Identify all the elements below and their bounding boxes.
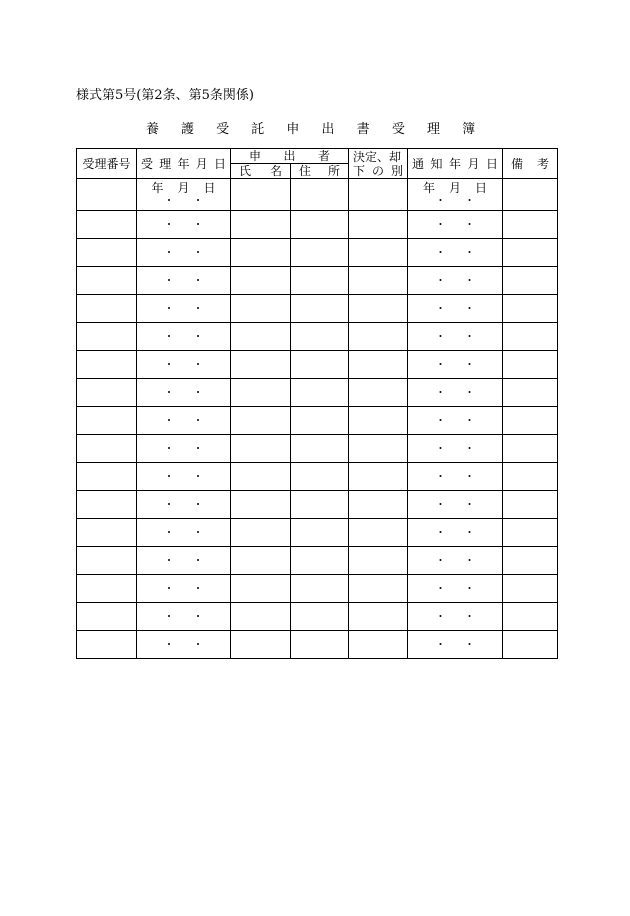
receipt-no-cell[interactable] xyxy=(77,351,137,379)
date-dot: ・ xyxy=(192,385,204,399)
header-char: 名 xyxy=(269,164,282,178)
date-cell[interactable] xyxy=(408,239,503,267)
date-cell[interactable] xyxy=(408,295,503,323)
remarks-cell[interactable] xyxy=(503,519,558,547)
date-separators xyxy=(137,331,230,343)
applicant-address-cell[interactable] xyxy=(291,239,349,267)
receipt-no-cell[interactable] xyxy=(77,267,137,295)
remarks-cell[interactable] xyxy=(503,407,558,435)
date-unit-label: 年 xyxy=(422,181,435,195)
decision-cell[interactable] xyxy=(349,603,408,631)
date-dot: ・ xyxy=(163,357,175,371)
header-receipt-no: 受理番号 xyxy=(77,149,137,179)
date-dot: ・ xyxy=(464,245,476,259)
date-separators xyxy=(408,415,502,427)
header-remarks xyxy=(503,149,558,179)
date-separators xyxy=(408,471,502,483)
date-dot: ・ xyxy=(163,441,175,455)
date-cell[interactable] xyxy=(137,519,231,547)
date-separators xyxy=(137,499,230,511)
table-row xyxy=(77,179,558,211)
date-separators xyxy=(408,247,502,259)
header-char: 考 xyxy=(537,156,550,171)
table-row xyxy=(77,435,558,463)
applicant-name-cell[interactable] xyxy=(231,323,291,351)
date-dot: ・ xyxy=(435,245,447,259)
date-unit-label: 月 xyxy=(449,181,462,195)
applicant-name-cell[interactable] xyxy=(231,435,291,463)
header-char: 申 xyxy=(249,149,262,163)
header-char: 決定、却 xyxy=(353,149,402,164)
table-row xyxy=(77,351,558,379)
date-dot: ・ xyxy=(192,637,204,651)
applicant-address-cell[interactable] xyxy=(291,463,349,491)
date-dot: ・ xyxy=(163,553,175,567)
date-dot: ・ xyxy=(464,469,476,483)
header-receipt-date xyxy=(137,149,231,179)
applicant-name-cell[interactable] xyxy=(231,519,291,547)
date-unit-label: 日 xyxy=(475,181,488,195)
date-dot: ・ xyxy=(464,357,476,371)
header-char: 知 xyxy=(430,156,443,171)
date-cell[interactable] xyxy=(137,211,231,239)
remarks-cell[interactable] xyxy=(503,267,558,295)
date-separators xyxy=(408,583,502,595)
header-char: 日 xyxy=(485,156,498,171)
date-dot: ・ xyxy=(192,301,204,315)
applicant-name-cell[interactable] xyxy=(231,547,291,575)
table-row xyxy=(77,211,558,239)
header-char: 通 xyxy=(412,156,425,171)
receipt-no-cell[interactable] xyxy=(77,295,137,323)
decision-cell[interactable] xyxy=(349,379,408,407)
date-dot: ・ xyxy=(192,194,204,207)
date-separators xyxy=(408,303,502,315)
remarks-cell[interactable] xyxy=(503,463,558,491)
form-label: 様式第5号(第2条、第5条関係) xyxy=(76,88,254,103)
date-unit-label: 年 xyxy=(151,181,164,195)
applicant-address-cell[interactable] xyxy=(291,575,349,603)
date-dot: ・ xyxy=(464,217,476,231)
date-cell[interactable] xyxy=(408,407,503,435)
decision-cell[interactable] xyxy=(349,267,408,295)
date-cell[interactable] xyxy=(408,179,503,211)
remarks-cell[interactable] xyxy=(503,323,558,351)
date-dot: ・ xyxy=(163,497,175,511)
date-dot: ・ xyxy=(435,469,447,483)
header-char: 所 xyxy=(328,164,341,178)
date-dot: ・ xyxy=(435,525,447,539)
table-row xyxy=(77,463,558,491)
receipt-no-cell[interactable] xyxy=(77,323,137,351)
decision-cell[interactable] xyxy=(349,295,408,323)
date-separators xyxy=(408,443,502,455)
receipt-no-cell[interactable] xyxy=(77,179,137,211)
decision-cell[interactable] xyxy=(349,435,408,463)
remarks-cell[interactable] xyxy=(503,631,558,659)
receipt-no-cell[interactable] xyxy=(77,603,137,631)
applicant-name-cell[interactable] xyxy=(231,267,291,295)
date-dot: ・ xyxy=(163,525,175,539)
receipt-no-cell[interactable] xyxy=(77,491,137,519)
date-cell[interactable] xyxy=(408,519,503,547)
date-cell[interactable] xyxy=(137,407,231,435)
table-row xyxy=(77,519,558,547)
remarks-cell[interactable] xyxy=(503,491,558,519)
header-decision xyxy=(349,149,408,179)
date-dot: ・ xyxy=(435,301,447,315)
applicant-name-cell[interactable] xyxy=(231,379,291,407)
remarks-cell[interactable] xyxy=(503,295,558,323)
date-separators xyxy=(408,219,502,231)
date-dot: ・ xyxy=(192,217,204,231)
header-char: 別 xyxy=(390,163,403,178)
date-separators xyxy=(137,611,230,623)
header-char: 住 xyxy=(299,164,312,178)
date-dot: ・ xyxy=(192,553,204,567)
receipt-no-cell[interactable] xyxy=(77,239,137,267)
header-char: 月 xyxy=(467,156,480,171)
date-cell[interactable] xyxy=(408,323,503,351)
decision-cell[interactable] xyxy=(349,575,408,603)
date-dot: ・ xyxy=(464,273,476,287)
date-cell[interactable] xyxy=(408,351,503,379)
applicant-address-cell[interactable] xyxy=(291,631,349,659)
receipt-no-cell[interactable] xyxy=(77,435,137,463)
date-dot: ・ xyxy=(464,301,476,315)
date-dot: ・ xyxy=(464,441,476,455)
date-cell[interactable] xyxy=(137,379,231,407)
decision-cell[interactable] xyxy=(349,323,408,351)
date-dot: ・ xyxy=(435,357,447,371)
date-cell[interactable] xyxy=(137,351,231,379)
date-separators xyxy=(137,415,230,427)
applicant-address-cell[interactable] xyxy=(291,211,349,239)
header-char: 下 xyxy=(353,163,366,178)
applicant-name-cell[interactable] xyxy=(231,295,291,323)
date-separators xyxy=(137,195,230,207)
decision-cell[interactable] xyxy=(349,211,408,239)
applicant-address-cell[interactable] xyxy=(291,435,349,463)
date-separators xyxy=(408,387,502,399)
applicant-name-cell[interactable] xyxy=(231,603,291,631)
date-dot: ・ xyxy=(464,637,476,651)
table-row xyxy=(77,267,558,295)
applicant-address-cell[interactable] xyxy=(291,603,349,631)
remarks-cell[interactable] xyxy=(503,239,558,267)
applicant-name-cell[interactable] xyxy=(231,179,291,211)
applicant-address-cell[interactable] xyxy=(291,547,349,575)
date-dot: ・ xyxy=(192,609,204,623)
date-cell[interactable] xyxy=(408,463,503,491)
decision-cell[interactable] xyxy=(349,631,408,659)
date-cell[interactable] xyxy=(137,239,231,267)
remarks-cell[interactable] xyxy=(503,379,558,407)
header-char: 年 xyxy=(177,156,190,171)
applicant-address-cell[interactable] xyxy=(291,491,349,519)
table-row xyxy=(77,603,558,631)
document-title: 養 護 受 託 申 出 書 受 理 簿 xyxy=(145,122,485,137)
date-dot: ・ xyxy=(464,194,476,207)
date-cell[interactable] xyxy=(137,603,231,631)
date-separators xyxy=(137,471,230,483)
date-dot: ・ xyxy=(163,385,175,399)
header-char: 月 xyxy=(195,156,208,171)
date-dot: ・ xyxy=(435,637,447,651)
table-row xyxy=(77,323,558,351)
date-dot: ・ xyxy=(464,329,476,343)
date-cell[interactable] xyxy=(137,179,231,211)
date-dot: ・ xyxy=(192,581,204,595)
date-separators xyxy=(408,527,502,539)
date-dot: ・ xyxy=(192,525,204,539)
date-cell[interactable] xyxy=(408,491,503,519)
header-applicant-name xyxy=(231,164,291,179)
date-cell[interactable] xyxy=(408,603,503,631)
receipt-no-cell[interactable] xyxy=(77,575,137,603)
date-dot: ・ xyxy=(163,413,175,427)
date-dot: ・ xyxy=(435,581,447,595)
date-dot: ・ xyxy=(435,413,447,427)
decision-cell[interactable] xyxy=(349,491,408,519)
date-cell[interactable] xyxy=(137,491,231,519)
date-cell[interactable] xyxy=(137,463,231,491)
date-cell[interactable] xyxy=(408,267,503,295)
decision-cell[interactable] xyxy=(349,179,408,211)
date-separators xyxy=(137,555,230,567)
receipt-no-cell[interactable] xyxy=(77,407,137,435)
table-row xyxy=(77,239,558,267)
header-char: 日 xyxy=(213,156,226,171)
date-cell[interactable] xyxy=(408,435,503,463)
date-dot: ・ xyxy=(163,469,175,483)
date-cell[interactable] xyxy=(137,267,231,295)
applicant-address-cell[interactable] xyxy=(291,351,349,379)
date-dot: ・ xyxy=(435,217,447,231)
date-separators xyxy=(137,275,230,287)
date-dot: ・ xyxy=(192,273,204,287)
date-dot: ・ xyxy=(435,609,447,623)
applicant-name-cell[interactable] xyxy=(231,575,291,603)
table-row xyxy=(77,295,558,323)
date-dot: ・ xyxy=(435,194,447,207)
date-dot: ・ xyxy=(435,553,447,567)
receipt-no-cell[interactable] xyxy=(77,211,137,239)
header-char: 者 xyxy=(318,149,331,163)
date-dot: ・ xyxy=(435,273,447,287)
date-dot: ・ xyxy=(435,385,447,399)
applicant-name-cell[interactable] xyxy=(231,463,291,491)
date-separators xyxy=(137,359,230,371)
decision-cell[interactable] xyxy=(349,351,408,379)
date-dot: ・ xyxy=(435,497,447,511)
header-char: 氏 xyxy=(239,164,252,178)
date-dot: ・ xyxy=(163,637,175,651)
date-unit-label: 日 xyxy=(203,181,216,195)
applicant-address-cell[interactable] xyxy=(291,379,349,407)
table-row xyxy=(77,407,558,435)
date-cell[interactable] xyxy=(137,575,231,603)
date-separators xyxy=(408,195,502,207)
date-separators xyxy=(408,555,502,567)
header-char: 備 xyxy=(511,156,524,171)
date-separators xyxy=(137,443,230,455)
date-dot: ・ xyxy=(163,329,175,343)
applicant-address-cell[interactable] xyxy=(291,519,349,547)
date-cell[interactable] xyxy=(137,295,231,323)
decision-cell[interactable] xyxy=(349,547,408,575)
date-dot: ・ xyxy=(163,245,175,259)
header-notice-date xyxy=(408,149,503,179)
date-dot: ・ xyxy=(464,497,476,511)
applicant-address-cell[interactable] xyxy=(291,323,349,351)
date-cell[interactable] xyxy=(137,435,231,463)
applicant-address-cell[interactable] xyxy=(291,407,349,435)
decision-cell[interactable] xyxy=(349,463,408,491)
applicant-address-cell[interactable] xyxy=(291,267,349,295)
date-cell[interactable] xyxy=(408,547,503,575)
date-separators xyxy=(408,611,502,623)
date-dot: ・ xyxy=(464,385,476,399)
table-row xyxy=(77,631,558,659)
table-row xyxy=(77,575,558,603)
receipt-no-cell[interactable] xyxy=(77,463,137,491)
date-separators xyxy=(408,359,502,371)
header-char: 受 xyxy=(141,156,154,171)
date-dot: ・ xyxy=(464,581,476,595)
date-dot: ・ xyxy=(435,329,447,343)
applicant-name-cell[interactable] xyxy=(231,491,291,519)
date-cell[interactable] xyxy=(408,631,503,659)
receipt-no-cell[interactable] xyxy=(77,379,137,407)
date-dot: ・ xyxy=(192,245,204,259)
applicant-name-cell[interactable] xyxy=(231,351,291,379)
remarks-cell[interactable] xyxy=(503,575,558,603)
date-dot: ・ xyxy=(163,581,175,595)
remarks-cell[interactable] xyxy=(503,179,558,211)
date-dot: ・ xyxy=(464,413,476,427)
header-char: 年 xyxy=(448,156,461,171)
remarks-cell[interactable] xyxy=(503,547,558,575)
date-dot: ・ xyxy=(464,525,476,539)
applicant-name-cell[interactable] xyxy=(231,211,291,239)
date-dot: ・ xyxy=(192,357,204,371)
remarks-cell[interactable] xyxy=(503,351,558,379)
date-dot: ・ xyxy=(192,441,204,455)
remarks-cell[interactable] xyxy=(503,603,558,631)
date-cell[interactable] xyxy=(408,575,503,603)
receipt-no-cell[interactable] xyxy=(77,519,137,547)
date-cell[interactable] xyxy=(408,211,503,239)
date-dot: ・ xyxy=(464,553,476,567)
table-row xyxy=(77,379,558,407)
date-separators xyxy=(137,583,230,595)
table-row xyxy=(77,547,558,575)
applicant-name-cell[interactable] xyxy=(231,239,291,267)
header-char: 理 xyxy=(159,156,172,171)
date-cell[interactable] xyxy=(137,547,231,575)
decision-cell[interactable] xyxy=(349,519,408,547)
date-separators xyxy=(137,527,230,539)
applicant-name-cell[interactable] xyxy=(231,631,291,659)
receipt-no-cell[interactable] xyxy=(77,547,137,575)
decision-cell[interactable] xyxy=(349,407,408,435)
date-dot: ・ xyxy=(163,217,175,231)
receipt-no-cell[interactable] xyxy=(77,631,137,659)
date-separators xyxy=(137,247,230,259)
applicant-address-cell[interactable] xyxy=(291,179,349,211)
date-cell[interactable] xyxy=(137,631,231,659)
date-separators xyxy=(408,331,502,343)
decision-cell[interactable] xyxy=(349,239,408,267)
date-dot: ・ xyxy=(192,469,204,483)
date-separators xyxy=(408,275,502,287)
table-row xyxy=(77,491,558,519)
register-table xyxy=(76,148,558,659)
applicant-address-cell[interactable] xyxy=(291,295,349,323)
date-separators xyxy=(408,639,502,651)
date-separators xyxy=(137,387,230,399)
date-dot: ・ xyxy=(435,441,447,455)
header-char: の xyxy=(372,163,385,178)
date-dot: ・ xyxy=(192,329,204,343)
date-dot: ・ xyxy=(163,301,175,315)
date-cell[interactable] xyxy=(408,379,503,407)
date-units xyxy=(137,182,230,195)
date-dot: ・ xyxy=(192,497,204,511)
date-separators xyxy=(137,639,230,651)
date-dot: ・ xyxy=(464,609,476,623)
date-dot: ・ xyxy=(163,609,175,623)
date-separators xyxy=(137,303,230,315)
date-separators xyxy=(137,219,230,231)
header-applicant xyxy=(231,149,349,164)
remarks-cell[interactable] xyxy=(503,435,558,463)
header-char: 出 xyxy=(283,149,296,163)
date-unit-label: 月 xyxy=(177,181,190,195)
date-dot: ・ xyxy=(163,194,175,207)
header-applicant-address xyxy=(291,164,349,179)
remarks-cell[interactable] xyxy=(503,211,558,239)
date-dot: ・ xyxy=(163,273,175,287)
date-units xyxy=(408,182,502,195)
date-cell[interactable] xyxy=(137,323,231,351)
applicant-name-cell[interactable] xyxy=(231,407,291,435)
date-separators xyxy=(408,499,502,511)
date-dot: ・ xyxy=(192,413,204,427)
